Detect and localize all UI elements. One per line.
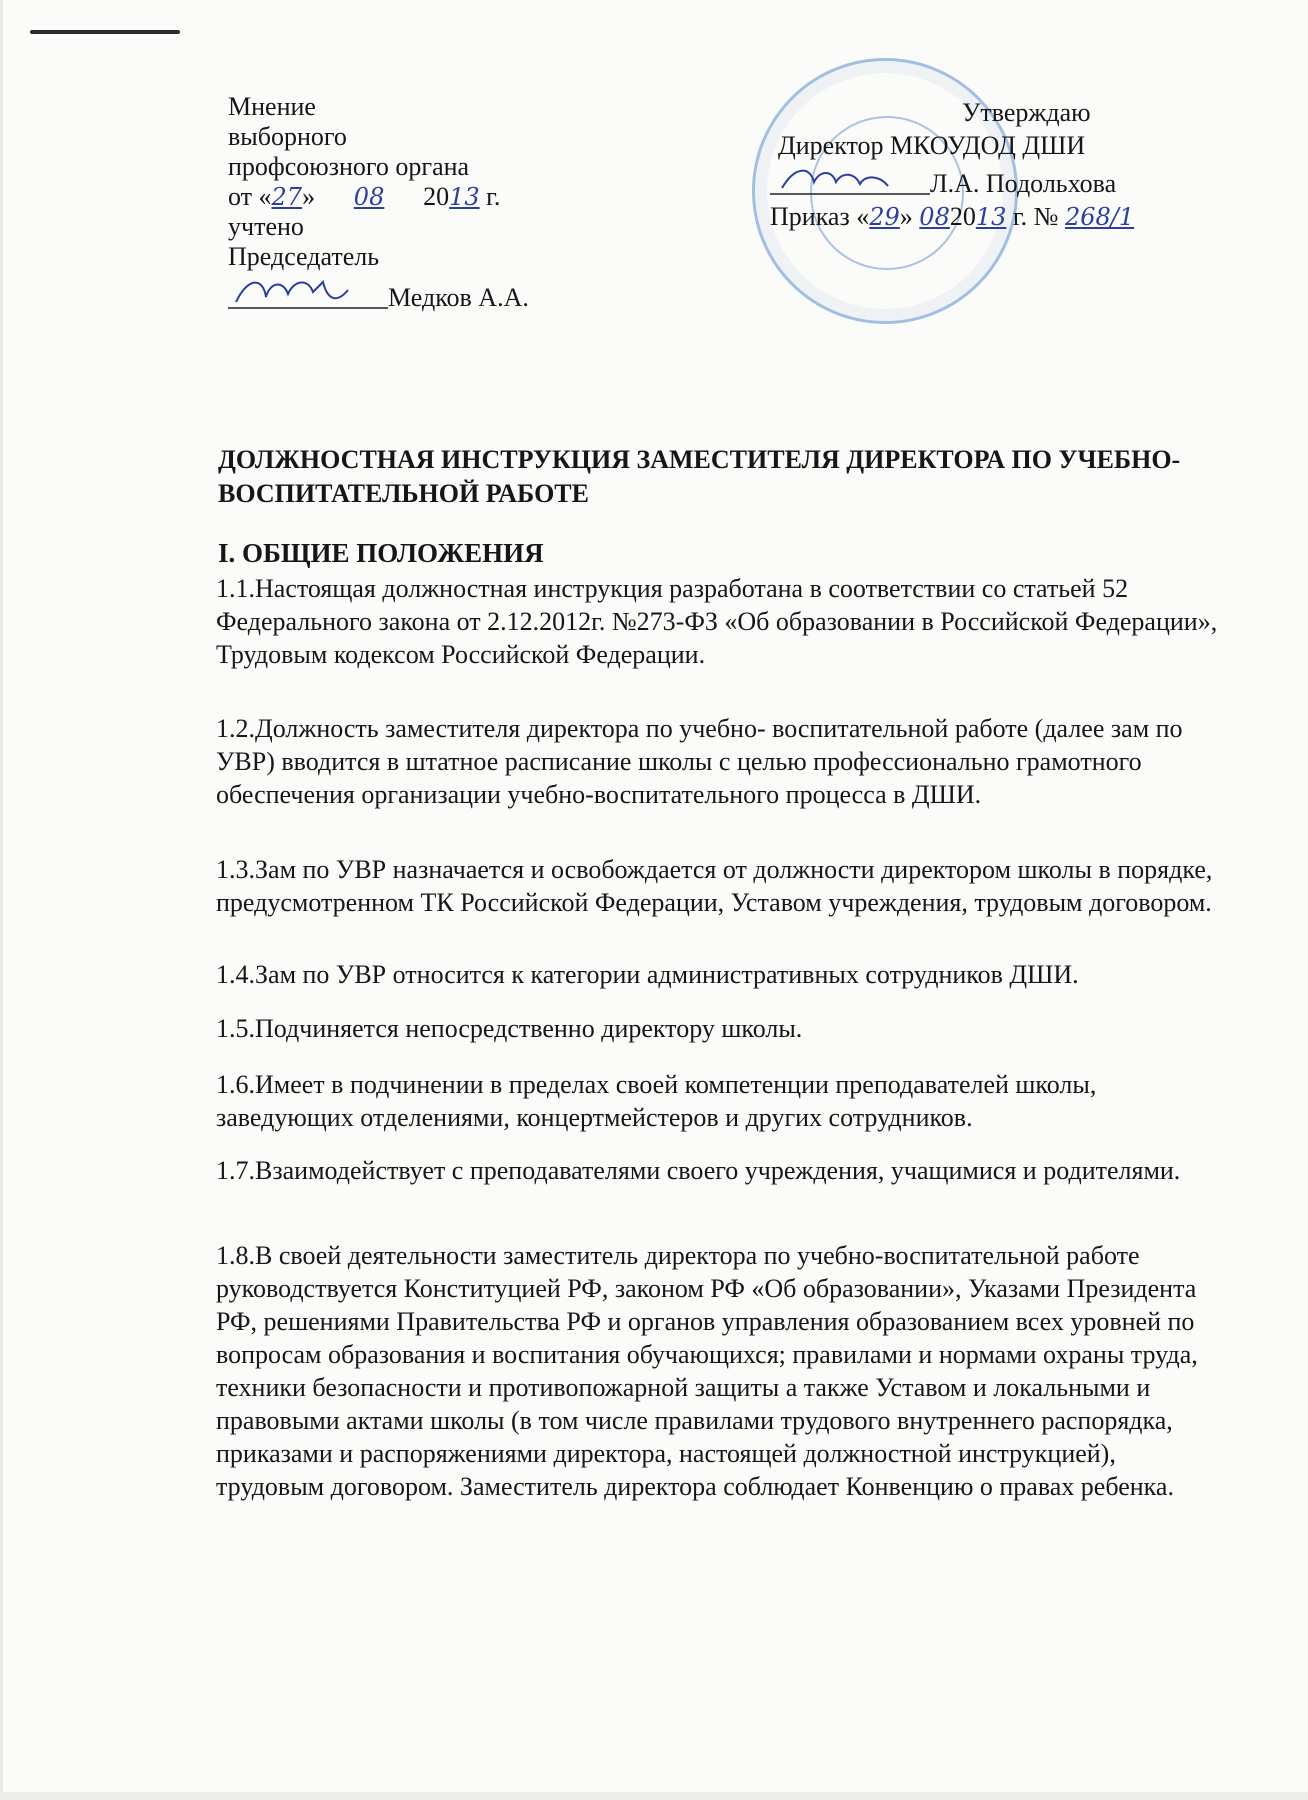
order-year-prefix: 20	[949, 202, 976, 231]
section-title: I. ОБЩИЕ ПОЛОЖЕНИЯ	[218, 538, 544, 568]
chairman-signature	[228, 272, 388, 312]
date-year-prefix: 20	[423, 182, 450, 211]
header-left-line3: профсоюзного органа	[228, 152, 470, 181]
header-left-date-line	[228, 182, 529, 212]
date-suffix: г.	[486, 182, 501, 211]
director-signature-line	[770, 162, 1270, 200]
paragraph-1-1: 1.1.Настоящая должностная инструкция разработана в соответствии со статьей 52 Федерального закона от 2.12.2012г. №273-ФЗ «Об образовании в Российской Федерации», Трудовым кодексом Российской Федерации.	[216, 574, 1218, 669]
document-title: ДОЛЖНОСТНАЯ ИНСТРУКЦИЯ ЗАМЕСТИТЕЛЯ ДИРЕКТОРА ПО УЧЕБНО-ВОСПИТАТЕЛЬНОЙ РАБОТЕ	[218, 445, 1181, 508]
handwritten-month: 08	[353, 183, 385, 211]
paragraph-1-8: 1.8.В своей деятельности заместитель директора по учебно-воспитательной работе руководствуется Конституцией РФ, законом РФ «Об образовании», Указами Президента РФ, решениями Правительства РФ и органов управления образованием всех уровней по вопросам образования и воспитания обучающихся; правилами и нормами охраны труда, техники безопасности и противопожарной защиты а также Уставом и локальными и правовыми актами школы (в том числе правилами трудового внутреннего распорядка, приказами и распоряжениями директора, настоящей должностной инструкцией), трудовым договором. Заместитель директора соблюдает Конвенцию о правах ребенка.	[216, 1241, 1198, 1501]
date-prefix: от «	[228, 182, 272, 211]
header-left-block	[228, 92, 529, 313]
paragraph-1-2: 1.2.Должность заместителя директора по учебно- воспитательной работе (далее зам по УВР) вводится в штатное расписание школы с целью профессионально грамотного обеспечения организации учебно-воспитательного процесса в ДШИ.	[216, 714, 1183, 809]
order-line	[770, 200, 1270, 234]
paragraph-1-7: 1.7.Взаимодействует с преподавателями своего учреждения, учащимися и родителями.	[216, 1156, 1181, 1185]
order-number-label: г. №	[1012, 202, 1059, 231]
header-left-signature-line	[228, 272, 529, 313]
page-left-edge	[0, 0, 3, 1800]
scan-edge-mark	[30, 30, 180, 34]
handwritten-order-number: 268/1	[1064, 203, 1135, 231]
header-left-line2: выборного	[228, 122, 347, 151]
order-prefix: Приказ «	[770, 202, 870, 231]
date-mid: »	[302, 182, 316, 211]
header-left-line1: Мнение	[228, 92, 316, 121]
handwritten-day: 27	[271, 183, 303, 211]
paragraph-1-4: 1.4.Зам по УВР относится к категории административных сотрудников ДШИ.	[216, 960, 1079, 989]
handwritten-year: 13	[449, 183, 480, 211]
handwritten-order-day: 29	[869, 203, 900, 231]
handwritten-order-year: 13	[975, 203, 1007, 231]
director-title: Директор МКОУДОД ДШИ	[778, 131, 1086, 160]
page-bottom-edge	[0, 1792, 1308, 1800]
handwritten-order-month: 08	[919, 203, 950, 231]
paragraph-1-5: 1.5.Подчиняется непосредственно директору школы.	[216, 1014, 803, 1043]
paragraph-1-3: 1.3.Зам по УВР назначается и освобождается от должности директором школы в порядке, предусмотренном ТК Российской Федерации, Уставом учреждения, трудовым договором.	[216, 855, 1213, 917]
chairman-name: Медков А.А.	[388, 283, 529, 312]
director-signature	[770, 162, 930, 198]
header-left-line6: Председатель	[228, 242, 380, 271]
order-mid: »	[899, 202, 913, 231]
paragraph-1-6: 1.6.Имеет в подчинении в пределах своей компетенции преподавателей школы, заведующих отделениями, концертмейстеров и других сотрудников.	[216, 1070, 1097, 1132]
header-right-block	[770, 96, 1270, 234]
approve-label: Утверждаю	[962, 98, 1091, 127]
header-left-line5: учтено	[228, 212, 304, 241]
director-name: Л.А. Подольхова	[930, 169, 1117, 198]
